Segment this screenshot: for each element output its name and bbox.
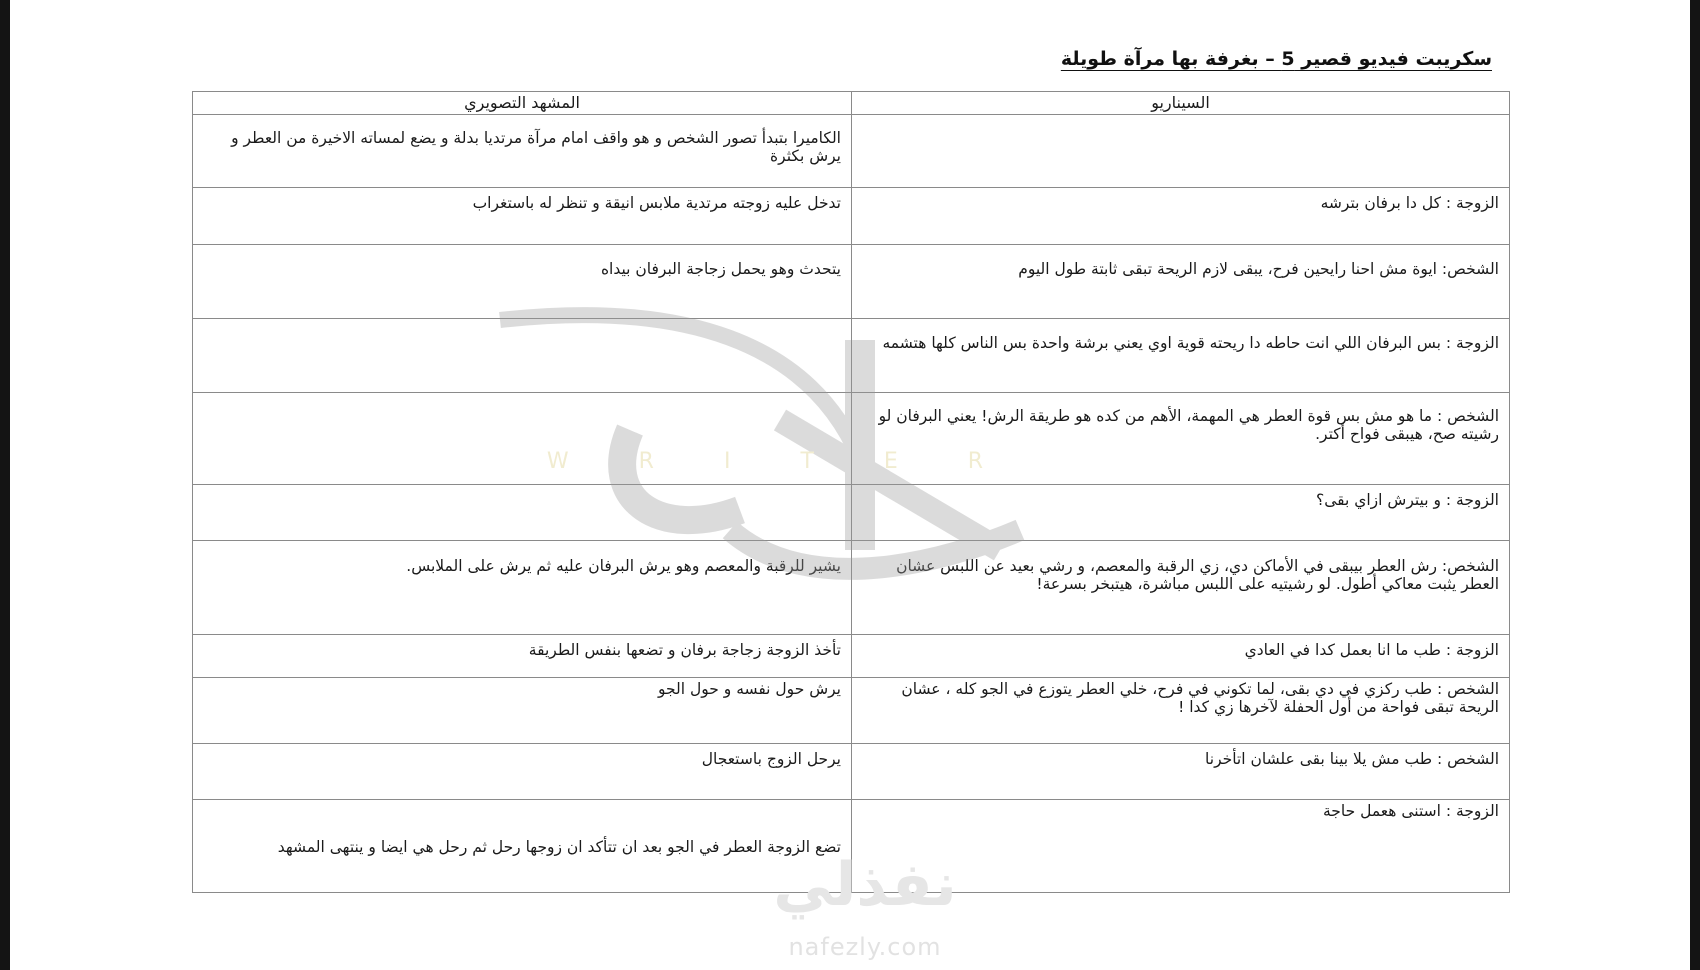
scenario-cell: الشخص : طب مش يلا بينا بقى علشان اتأخرنا bbox=[852, 744, 1510, 800]
visual-cell: يتحدث وهو يحمل زجاجة البرفان بيداه bbox=[193, 245, 852, 319]
visual-cell: تدخل عليه زوجته مرتدية ملابس انيقة و تنظر له باستغراب bbox=[193, 188, 852, 245]
nafezly-watermark-brand: نفذلي bbox=[773, 850, 957, 920]
scenario-cell: الزوجة : طب ما انا بعمل كدا في العادي bbox=[852, 635, 1510, 678]
visual-cell bbox=[193, 485, 852, 541]
table-row bbox=[193, 678, 1510, 744]
visual-cell bbox=[193, 393, 852, 485]
table-row bbox=[193, 393, 1510, 485]
scenario-cell: الشخص: ايوة مش احنا رايحين فرح، يبقى لازم الريحة تبقى ثابتة طول اليوم bbox=[852, 245, 1510, 319]
scenario-cell: الزوجة : بس البرفان اللي انت حاطه دا ريحته قوية اوي يعني برشة واحدة بس الناس كلها هتشمه bbox=[852, 319, 1510, 393]
script-table bbox=[192, 91, 1510, 893]
visual-cell: تضع الزوجة العطر في الجو بعد ان تتأكد ان زوجها رحل ثم رحل هي ايضا و ينتهى المشهد bbox=[193, 800, 852, 893]
visual-cell: يشير للرقبة والمعصم وهو يرش البرفان عليه ثم يرش على الملابس. bbox=[193, 541, 852, 635]
visual-cell bbox=[193, 319, 852, 393]
logo-text: WRITER bbox=[546, 449, 1054, 474]
table-row bbox=[193, 319, 1510, 393]
header-scenario: السيناريو bbox=[852, 92, 1510, 115]
table-row bbox=[193, 188, 1510, 245]
visual-cell: يرش حول نفسه و حول الجو bbox=[193, 678, 852, 744]
document-page bbox=[10, 0, 1690, 970]
scenario-cell bbox=[852, 115, 1510, 188]
visual-cell: يرحل الزوج باستعجال bbox=[193, 744, 852, 800]
scenario-cell: الشخص : طب ركزي في دي بقى، لما تكوني في فرح، خلي العطر يتوزع في الجو كله ، عشان الريحة تبقى فواحة من أول الحفلة لآخرها زي كدا ! bbox=[852, 678, 1510, 744]
table-header-row bbox=[193, 92, 1510, 115]
table-row bbox=[193, 115, 1510, 188]
scenario-cell: الشخص: رش العطر بيبقى في الأماكن دي، زي الرقبة والمعصم، و رشي بعيد عن اللبس عشان العطر يثبت معاكي أطول. لو رشيتيه على اللبس مباشرة، هيتبخر بسرعة! bbox=[852, 541, 1510, 635]
visual-cell: الكاميرا بتبدأ تصور الشخص و هو واقف امام مرآة مرتديا بدلة و يضع لمساته الاخيرة من العطر و يرش بكثرة bbox=[193, 115, 852, 188]
table-row bbox=[193, 635, 1510, 678]
scenario-cell: الزوجة : استنى هعمل حاجة bbox=[852, 800, 1510, 893]
visual-cell: تأخذ الزوجة زجاجة برفان و تضعها بنفس الطريقة bbox=[193, 635, 852, 678]
nafezly-watermark-url: nafezly.com bbox=[788, 933, 942, 961]
table-row bbox=[193, 541, 1510, 635]
table-row bbox=[193, 485, 1510, 541]
table-row bbox=[193, 800, 1510, 893]
table-row bbox=[193, 245, 1510, 319]
scenario-cell: الزوجة : كل دا برفان بترشه bbox=[852, 188, 1510, 245]
table-row bbox=[193, 744, 1510, 800]
scenario-cell: الزوجة : و بيترش ازاي بقى؟ bbox=[852, 485, 1510, 541]
document-title: سكريبت فيديو قصير 5 – بغرفة بها مرآة طويلة bbox=[1060, 48, 1492, 70]
scenario-cell: الشخص : ما هو مش بس قوة العطر هي المهمة، الأهم من كده هو طريقة الرش! يعني البرفان لو رشيته صح، هيبقى فواح أكتر. bbox=[852, 393, 1510, 485]
header-visual: المشهد التصويري bbox=[193, 92, 852, 115]
